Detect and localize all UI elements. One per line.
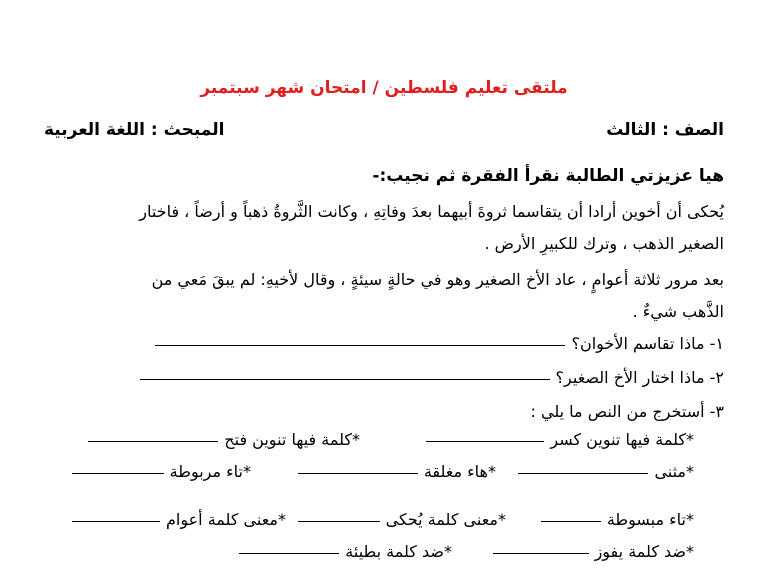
extract-label: *ضد كلمة بطيئة [345, 542, 452, 561]
extract-label: *ضد كلمة يفوز [594, 542, 694, 561]
subject-label: المبحث : اللغة العربية [44, 120, 225, 140]
extract-item [426, 430, 694, 449]
question-2 [140, 368, 724, 387]
paragraph-line: الذَّهب شيءٌ . [632, 302, 724, 321]
answer-blank-1[interactable] [155, 344, 565, 346]
extract-blank[interactable] [72, 520, 160, 522]
exam-title: ملتقى تعليم فلسطين / امتحان شهر سبتمبر [200, 78, 568, 98]
question-1-text: ١- ماذا تقاسم الأخوان؟ [571, 334, 724, 353]
extract-label: *معنى كلمة أعوام [166, 510, 286, 529]
extract-item [298, 462, 496, 481]
extract-label: *كلمة فيها تنوين فتح [224, 430, 360, 449]
extract-blank[interactable] [426, 440, 544, 442]
extract-blank[interactable] [72, 472, 164, 474]
extract-blank[interactable] [298, 520, 380, 522]
answer-blank-2[interactable] [140, 378, 550, 380]
extract-item [541, 510, 694, 529]
extract-blank[interactable] [88, 440, 218, 442]
extract-item [72, 462, 251, 481]
extract-item [239, 542, 452, 561]
extract-label: *معنى كلمة يُحكى [385, 510, 506, 529]
extract-blank[interactable] [239, 552, 339, 554]
paragraph-line: يُحكى أن أخوين أرادا أن يتقاسما ثروةَ أبيهما بعدَ وفاتِهِ ، وكانت الثَّروةُ ذهباً و أرضاً ، فاختار [139, 202, 724, 221]
extract-item [493, 542, 694, 561]
paragraph-line: بعد مرور ثلاثة أعوامٍ ، عاد الأخ الصغير وهو في حالةٍ سيئةٍ ، وقال لأخيهِ: لم يبقَ مَعي من [151, 270, 724, 289]
extract-blank[interactable] [493, 552, 589, 554]
question-2-text: ٢- ماذا اختار الأخ الصغير؟ [555, 368, 724, 387]
extract-label: *مثنى [654, 462, 694, 481]
grade-label: الصف : الثالث [606, 120, 724, 140]
extract-blank[interactable] [518, 472, 648, 474]
extract-blank[interactable] [298, 472, 418, 474]
instructions: هيا عزيزتي الطالبة نقرأ الفقرة ثم نجيب:- [372, 166, 724, 186]
extract-item [518, 462, 694, 481]
paragraph-line: الصغير الذهب ، وترك للكبيرِ الأرض . [484, 234, 724, 253]
extract-label: *كلمة فيها تنوين كسر [550, 430, 694, 449]
extract-item [298, 510, 506, 529]
question-1 [155, 334, 724, 353]
extract-item [72, 510, 286, 529]
extract-label: *هاء مغلقة [423, 462, 496, 481]
extract-item [88, 430, 360, 449]
extract-blank[interactable] [541, 520, 601, 522]
extract-label: *تاء مبسوطة [606, 510, 694, 529]
extract-label: *تاء مربوطة [169, 462, 251, 481]
question-3: ٣- أستخرج من النص ما يلي : [530, 402, 724, 421]
